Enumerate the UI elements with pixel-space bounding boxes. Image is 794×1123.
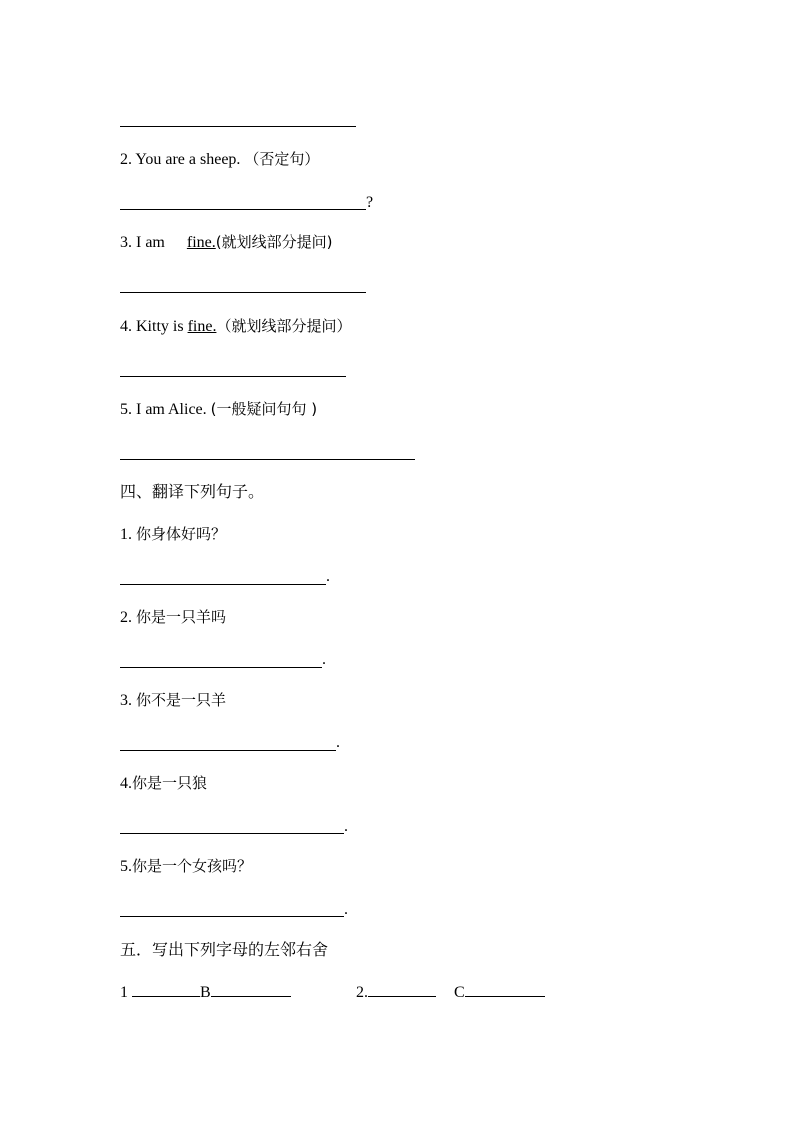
right-neighbor-blank[interactable] <box>465 982 545 997</box>
answer-end-mark: ? <box>366 194 374 211</box>
question-5 <box>120 399 317 420</box>
item-number: 4. <box>120 775 132 792</box>
question-text: I am Alice. <box>136 401 207 418</box>
item-text: 你是一个女孩吗？ <box>132 857 253 875</box>
left-neighbor-blank[interactable] <box>368 982 436 997</box>
item-number: 1. <box>120 526 132 543</box>
item-text: 你是一只狼 <box>132 774 208 792</box>
left-neighbor-blank[interactable] <box>132 982 200 997</box>
answer-line[interactable] <box>120 292 366 293</box>
letter-neighbors-1 <box>120 982 291 1003</box>
question-2 <box>120 149 319 170</box>
section-heading: 四、翻译下列句子。 <box>120 482 265 501</box>
question-text: You are a sheep. <box>135 151 241 168</box>
given-letter: B <box>200 984 211 1001</box>
question-instruction: （否定句） <box>244 150 320 168</box>
translation-item-3 <box>120 690 226 711</box>
translation-item-2 <box>120 607 226 628</box>
answer-line[interactable] <box>120 126 356 127</box>
question-number: 5. <box>120 401 132 418</box>
question-number: 4. <box>120 318 132 335</box>
answer-line[interactable] <box>120 667 322 668</box>
answer-end-mark: . <box>344 901 348 918</box>
item-text: 你不是一只羊 <box>136 691 227 709</box>
question-number: 2. <box>120 151 132 168</box>
question-3 <box>120 232 332 253</box>
letter-neighbors-2 <box>356 982 545 1003</box>
answer-line[interactable] <box>120 750 336 751</box>
translation-item-1 <box>120 524 226 545</box>
question-text: I am <box>136 234 165 251</box>
question-text: Kitty is <box>136 318 184 335</box>
right-neighbor-blank[interactable] <box>211 982 291 997</box>
item-number: 2. <box>356 984 368 1001</box>
answer-end-mark: . <box>322 651 326 668</box>
answer-line[interactable] <box>120 916 344 917</box>
answer-line[interactable] <box>120 584 326 585</box>
item-text: 你身体好吗？ <box>136 525 227 543</box>
translation-item-5 <box>120 856 252 877</box>
underlined-word: fine. <box>186 234 216 251</box>
question-instruction: (就划线部分提问) <box>215 233 333 251</box>
answer-end-mark: . <box>336 734 340 751</box>
answer-line[interactable] <box>120 376 346 377</box>
underlined-word: fine. <box>187 318 217 335</box>
answer-line[interactable] <box>120 833 344 834</box>
item-number: 3. <box>120 692 132 709</box>
item-text: 你是一只羊吗 <box>136 608 227 626</box>
section-heading: 五．写出下列字母的左邻右舍 <box>120 940 329 959</box>
translation-item-4 <box>120 773 207 794</box>
item-number: 5. <box>120 858 132 875</box>
given-letter: C <box>454 984 465 1001</box>
answer-line[interactable] <box>120 459 415 460</box>
question-4 <box>120 316 351 337</box>
answer-end-mark: . <box>344 818 348 835</box>
item-number: 1 <box>120 984 128 1001</box>
question-instruction: （就划线部分提问） <box>216 317 352 335</box>
question-number: 3. <box>120 234 132 251</box>
answer-end-mark: . <box>326 568 330 585</box>
item-number: 2. <box>120 609 132 626</box>
question-instruction: (一般疑问句句 ) <box>210 400 318 418</box>
answer-line[interactable] <box>120 209 366 210</box>
